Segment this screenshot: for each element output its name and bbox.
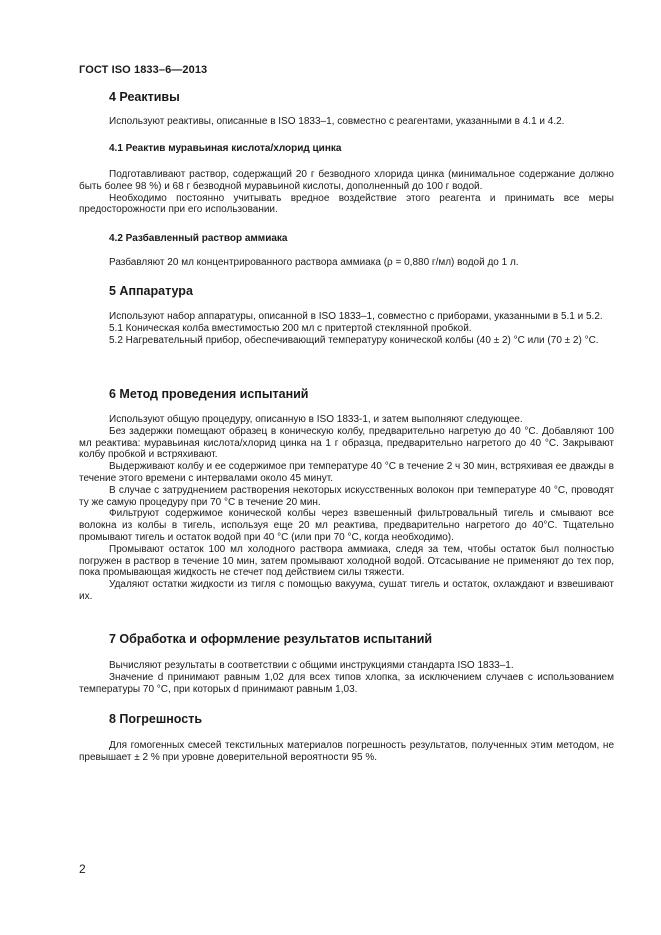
paragraph: Вычисляют результаты в соответствии с общими инструкциями стандарта ISO 1833–1.	[109, 660, 514, 671]
paragraph: Удаляют остатки жидкости из тигля с помощью вакуума, сушат тигель и остаток, охлаждают и взвешивают их.	[79, 579, 614, 602]
paragraph: Используют набор аппаратуры, описанной в ISO 1833–1, совместно с приборами, указанными в 5.1 и 5.2.	[109, 311, 603, 322]
section-method	[79, 387, 614, 402]
subsection-4-1-title: 4.1 Реактив муравьиная кислота/хлорид цинка	[109, 143, 342, 154]
page-number: 2	[79, 862, 86, 876]
paragraph: Необходимо постоянно учитывать вредное воздействие этого реагента и принимать все меры предосторожности при его использовании.	[79, 192, 614, 216]
section-7-title: 7 Обработка и оформление результатов испытаний	[109, 632, 433, 646]
section-5-title: 5 Аппаратура	[109, 284, 193, 298]
subsection-4-2-body	[79, 257, 614, 269]
paragraph: Подготавливают раствор, содержащий 20 г безводного хлорида цинка (минимальное содержание должно быть более 98 %) и 68 г безводной муравьиной кислоты, дополненный до 100 г водой.	[79, 169, 614, 192]
section-precision	[79, 712, 614, 727]
paragraph: Фильтруют содержимое конической колбы через взвешенный фильтровальный тигель и смывают все волокна из колбы в тигель, используя еще 20 мл реактива, предварительно нагретого до 40°С. Тщательно промывают тигель и остаток водой при 40 °С (или при 70 °С, когда необходимо).	[79, 508, 614, 543]
subsection-4-1-body	[79, 169, 614, 216]
section-reagents	[79, 90, 614, 105]
section-results	[79, 632, 614, 647]
section-6-body	[79, 414, 614, 603]
section-6-title: 6 Метод проведения испытаний	[109, 387, 309, 401]
section-4-intro: Используют реактивы, описанные в ISO 1833–1, совместно с реагентами, указанными в 4.1 и 4.2.	[109, 116, 565, 127]
paragraph: 5.2 Нагревательный прибор, обеспечивающий температуру конической колбы (40 ± 2) °С или (70 ± 2) °С.	[109, 334, 599, 346]
paragraph: Без задержки помещают образец в коническую колбу, предварительно нагретую до 40 °С. Добавляют 100 мл реактива: муравьиная кислота/хлорид цинка на 1 г образца, предварительно нагретого до 40 °С. Закрывают колбу пробкой и встряхивают.	[79, 425, 614, 461]
standard-header: ГОСТ ISO 1833–6—2013	[79, 64, 208, 76]
section-7-body	[79, 660, 614, 695]
section-4-intro-block	[79, 116, 614, 128]
subsection-4-2-block	[79, 232, 614, 245]
section-8-body	[79, 740, 614, 764]
paragraph: Выдерживают колбу и ее содержимое при температуре 40 °С в течение 2 ч 30 мин, встряхивая ее дважды в течение этого времени с интервалами около 45 минут.	[79, 461, 614, 484]
subsection-4-1-block	[79, 142, 614, 155]
section-8-title: 8 Погрешность	[109, 712, 203, 726]
paragraph: Значение d принимают равным 1,02 для всех типов хлопка, за исключением случаев с использованием температуры 70 °С, при которых d принимают равным 1,03.	[79, 671, 614, 695]
paragraph: Для гомогенных смесей текстильных материалов погрешность результатов, полученных этим методом, не превышает ± 2 % при уровне доверительной вероятности 95 %.	[79, 740, 614, 763]
paragraph: 5.1 Коническая колба вместимостью 200 мл с притертой стеклянной пробкой.	[109, 322, 472, 334]
paragraph: Разбавляют 20 мл концентрированного раствора аммиака (ρ = 0,880 г/мл) водой до 1 л.	[109, 257, 519, 268]
section-apparatus	[79, 284, 614, 299]
section-5-body	[79, 311, 614, 346]
paragraph: В случае с затруднением растворения некоторых искусственных волокон при температуре 40 °С, проводят ту же самую процедуру при 70 °С в течение 20 мин.	[79, 484, 614, 508]
paragraph: Промывают остаток 100 мл холодного раствора аммиака, следя за тем, чтобы остаток был полностью погружен в раствор в течение 10 мин, затем промывают холодной водой. Отсасывание не применяют до тех пор, пока промывающая жидкость не стечет под действием силы тяжести.	[79, 543, 614, 579]
paragraph: Используют общую процедуру, описанную в ISO 1833-1, и затем выполняют следующее.	[109, 414, 523, 425]
subsection-4-2-title: 4.2 Разбавленный раствор аммиака	[109, 233, 288, 244]
section-4-title: 4 Реактивы	[109, 90, 180, 104]
